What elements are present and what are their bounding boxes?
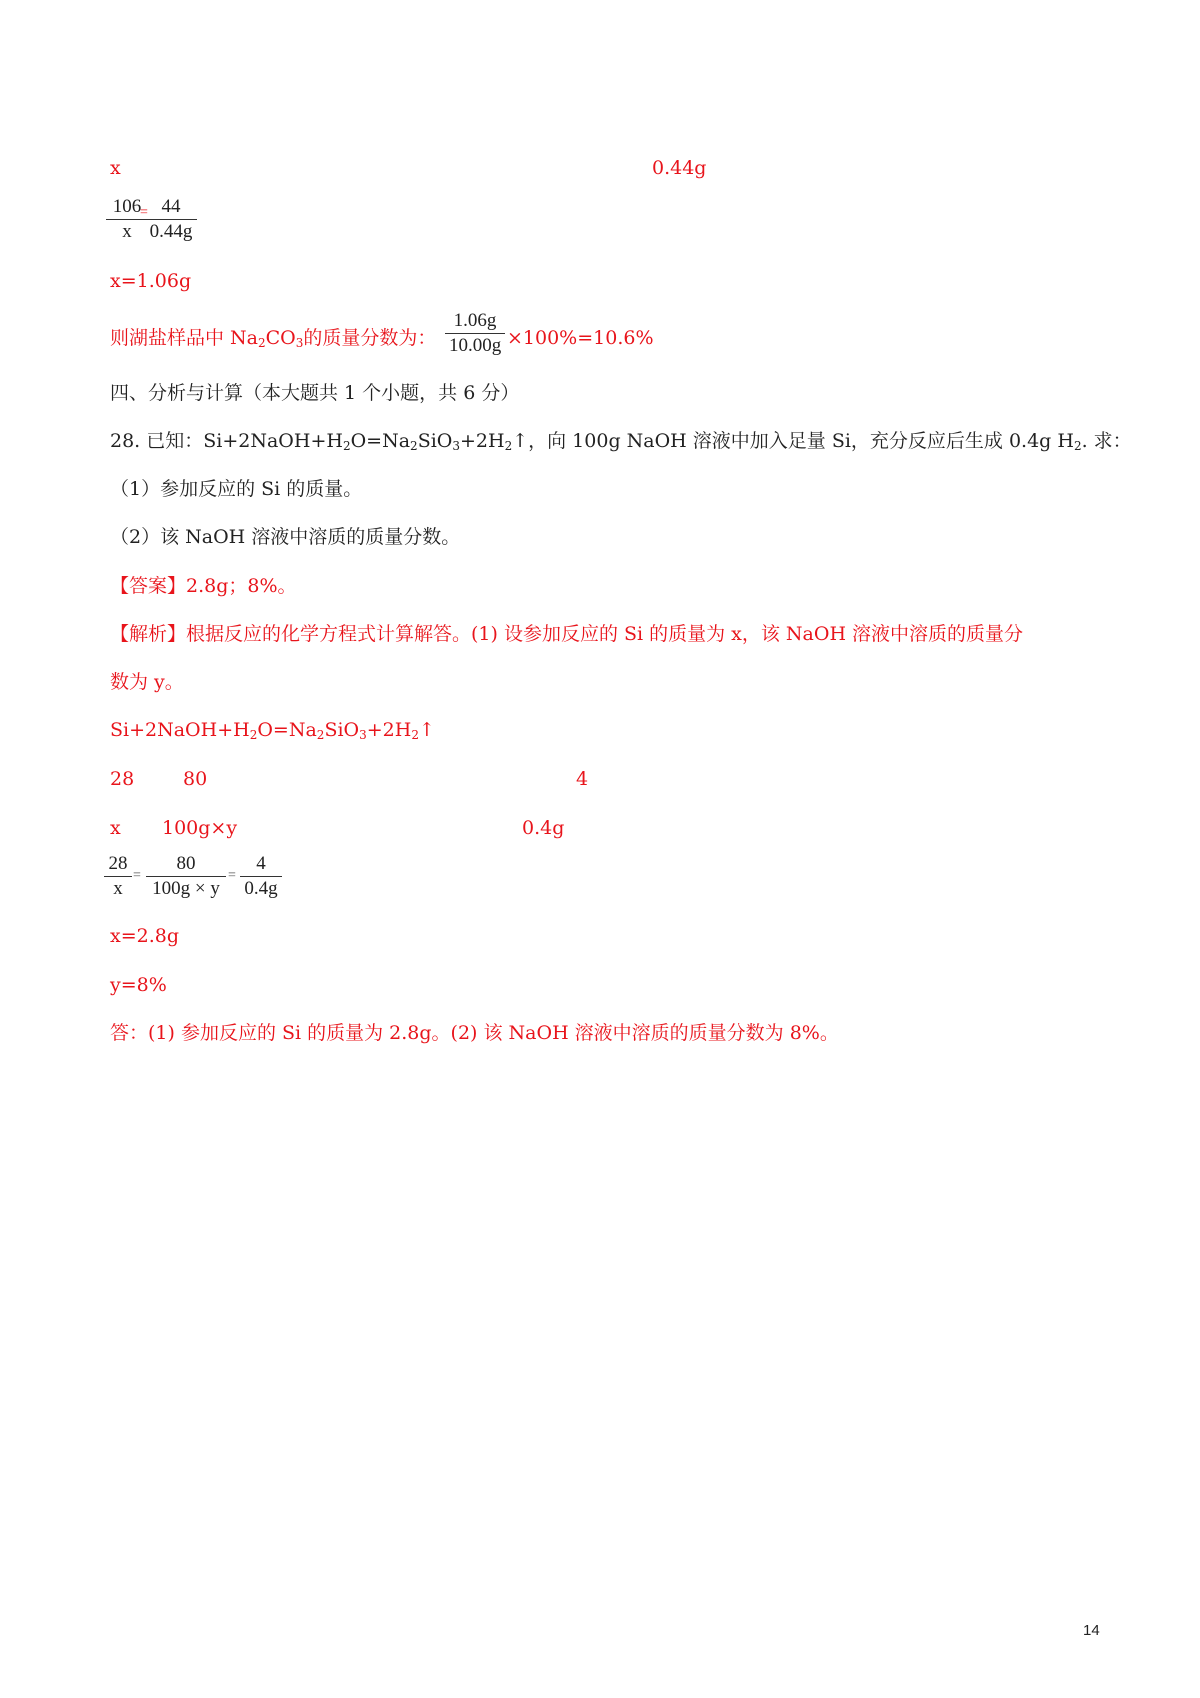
question-part-1: （1）参加反应的 Si 的质量。: [110, 478, 363, 500]
analysis-line-1: 【解析】根据反应的化学方程式计算解答。(1) 设参加反应的 Si 的质量为 x，该 NaOH 溶液中溶质的质量分: [110, 623, 1024, 645]
subscript: 2: [249, 728, 258, 742]
proportion-fraction-3: [240, 852, 282, 901]
mass-fraction-num: 1.06g: [445, 309, 505, 334]
proportion-fraction-2: [146, 852, 226, 901]
x-result-top: x=1.06g: [110, 270, 192, 292]
fraction-lead-text: 的质量分数为：: [303, 327, 437, 349]
fraction-lead-text: CO: [265, 327, 296, 349]
subscript: 2: [258, 336, 266, 350]
subscript: 2: [504, 439, 513, 453]
subscript: 2: [1073, 439, 1082, 453]
stem-text: O=Na: [350, 430, 411, 452]
reaction-equation: [110, 719, 435, 742]
proportion-num-2: 80: [146, 852, 226, 877]
equation-text: O=Na: [257, 719, 317, 741]
subscript: 3: [452, 439, 460, 453]
mass-fraction-den: 10.00g: [449, 334, 502, 356]
subscript: 2: [411, 728, 419, 742]
molar-mass-si: 28: [110, 768, 135, 790]
stem-text: . 求：: [1081, 430, 1132, 452]
equation-text: +2H: [366, 719, 412, 741]
proportion-equals-1: =: [133, 868, 141, 883]
mass-fraction: [445, 309, 505, 358]
var-h2: 0.4g: [522, 817, 565, 839]
subscript: 2: [342, 439, 351, 453]
subscript: 3: [295, 336, 304, 350]
y-result: y=8%: [110, 974, 167, 996]
proportion-den-3: 0.4g: [244, 877, 278, 899]
proportion-fraction-1: [104, 852, 132, 901]
x-label: x: [110, 157, 121, 179]
page-number: 14: [1083, 1622, 1100, 1639]
stem-text: SiO: [417, 430, 453, 452]
ratio-equals: =: [140, 205, 148, 220]
ratio-right-den: 0.44g: [149, 220, 193, 242]
answer-line: 【答案】2.8g；8%。: [110, 575, 297, 597]
proportion-num-3: 4: [240, 852, 282, 877]
equation-text: Si+2NaOH+H: [110, 719, 250, 741]
var-si: x: [110, 817, 121, 839]
proportion-den-2: 100g × y: [152, 877, 220, 899]
section-heading: 四、分析与计算（本大题共 1 个小题，共 6 分）: [110, 382, 520, 404]
conclusion-line: 答：(1) 参加反应的 Si 的质量为 2.8g。(2) 该 NaOH 溶液中溶质的质量分数为 8%。: [110, 1022, 839, 1044]
equation-text: ↑: [418, 719, 435, 741]
stem-text: ↑，向 100g NaOH 溶液中加入足量 Si，充分反应后生成 0.4g H: [512, 430, 1074, 452]
equation-text: SiO: [324, 719, 360, 741]
stem-text: 28. 已知：Si+2NaOH+H: [110, 430, 343, 452]
stem-text: +2H: [460, 430, 505, 452]
mass-fraction-tail: ×100%=10.6%: [507, 327, 654, 349]
proportion-den-1: x: [113, 877, 123, 899]
molar-mass-naoh: 80: [183, 768, 208, 790]
subscript: 3: [359, 728, 367, 742]
ratio-right-num: 44: [145, 195, 197, 220]
ratio-right-fraction: [145, 195, 197, 244]
fraction-lead-text: 则湖盐样品中 Na: [110, 327, 258, 349]
proportion-num-1: 28: [104, 852, 132, 877]
proportion-equals-2: =: [228, 868, 236, 883]
var-naoh: 100g×y: [162, 817, 238, 839]
question-stem: [110, 430, 1132, 453]
subscript: 2: [316, 728, 325, 742]
mass-fraction-line: [110, 327, 436, 350]
analysis-line-2: 数为 y。: [110, 671, 184, 693]
subscript: 2: [410, 439, 418, 453]
molar-mass-h2: 4: [576, 768, 589, 790]
ratio-left-num: 106: [106, 195, 148, 220]
co2-mass: 0.44g: [652, 157, 707, 179]
ratio-left-den: x: [122, 220, 132, 242]
question-part-2: （2）该 NaOH 溶液中溶质的质量分数。: [110, 526, 461, 548]
x-result: x=2.8g: [110, 925, 180, 947]
